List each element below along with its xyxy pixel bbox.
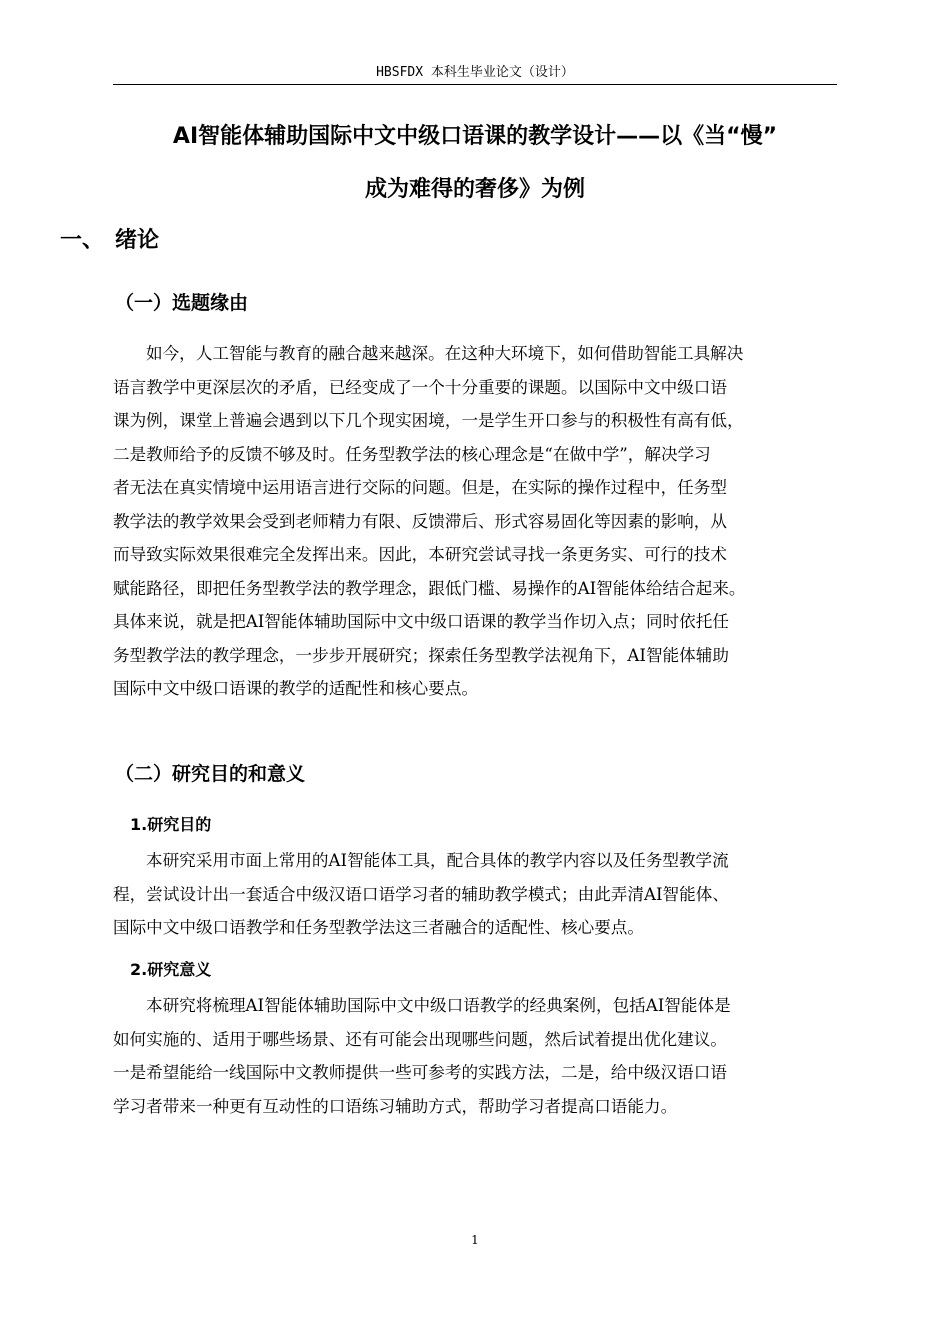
paragraph-line: 教学法的教学效果会受到老师精力有限、反馈滞后、形式容易固化等因素的影响，从 [113,511,727,531]
section-number: 一、 [60,228,105,253]
paragraph-line: 赋能路径，即把任务型教学法的教学理念，跟低门槛、易操作的AI智能体给结合起来。 [113,578,746,598]
paragraph-line: 语言教学中更深层次的矛盾，已经变成了一个十分重要的课题。以国际中文中级口语 [113,377,727,397]
paragraph-line: 如今，人工智能与教育的融合越来越深。在这种大环境下，如何借助智能工具解决 [146,344,744,363]
paragraph-line: 具体来说，就是把AI智能体辅助国际中文中级口语课的教学当作切入点；同时依托任 [113,612,729,631]
paper-title-line-1: AI智能体辅助国际中文中级口语课的教学设计——以《当“慢” [172,124,778,149]
paragraph-line: 一是希望能给一线国际中文教师提供一些可参考的实践方法，二是，给中级汉语口语 [113,1063,727,1082]
subsection-heading-topic-reason: （一）选题缘由 [115,292,249,314]
paragraph-line: 如何实施的、适用于哪些场景、还有可能会出现哪些问题，然后试着提出优化建议。 [113,1029,727,1049]
paragraph-line: 二是教师给予的反馈不够及时。任务型教学法的核心理念是“在做中学”，解决学习 [113,444,711,464]
page-number: 1 [471,1233,479,1247]
subsection-heading-purpose-significance: （二）研究目的和意义 [115,763,306,785]
paragraph-research-purpose [113,844,837,945]
paragraph-line: 程，尝试设计出一套适合中级汉语口语学习者的辅助教学模式；由此弄清AI智能体、 [113,884,729,904]
page-header: HBSFDX 本科生毕业论文（设计） [113,62,837,85]
paragraph-topic-reason [113,337,837,706]
paragraph-line: 学习者带来一种更有互动性的口语练习辅助方式，帮助学习者提高口语能力。 [113,1096,678,1116]
item-heading-research-purpose: 1.研究目的 [130,815,212,834]
section-title: 绪论 [115,228,160,253]
paragraph-line: 本研究采用市面上常用的AI智能体工具，配合具体的教学内容以及任务型教学流 [146,851,729,870]
paragraph-line: 本研究将梳理AI智能体辅助国际中文中级口语教学的经典案例，包括AI智能体是 [146,996,731,1015]
paragraph-line: 国际中文中级口语教学和任务型教学法这三者融合的适配性、核心要点。 [113,918,644,937]
item-heading-research-significance: 2.研究意义 [130,960,212,979]
paragraph-research-significance [113,989,837,1123]
section-heading-introduction [60,226,159,256]
paper-title-line-2: 成为难得的奢侈》为例 [364,177,585,202]
paragraph-line: 务型教学法的教学理念，一步步开展研究；探索任务型教学法视角下，AI智能体辅助 [113,645,729,665]
paragraph-line: 国际中文中级口语课的教学的适配性和核心要点。 [113,679,479,698]
paragraph-line: 者无法在真实情境中运用语言进行交际的问题。但是，在实际的操作过程中，任务型 [113,478,727,497]
paragraph-line: 而导致实际效果很难完全发挥出来。因此，本研究尝试寻找一条更务实、可行的技术 [113,545,727,564]
paragraph-line: 课为例，课堂上普遍会遇到以下几个现实困境，一是学生开口参与的积极性有高有低， [113,411,744,430]
